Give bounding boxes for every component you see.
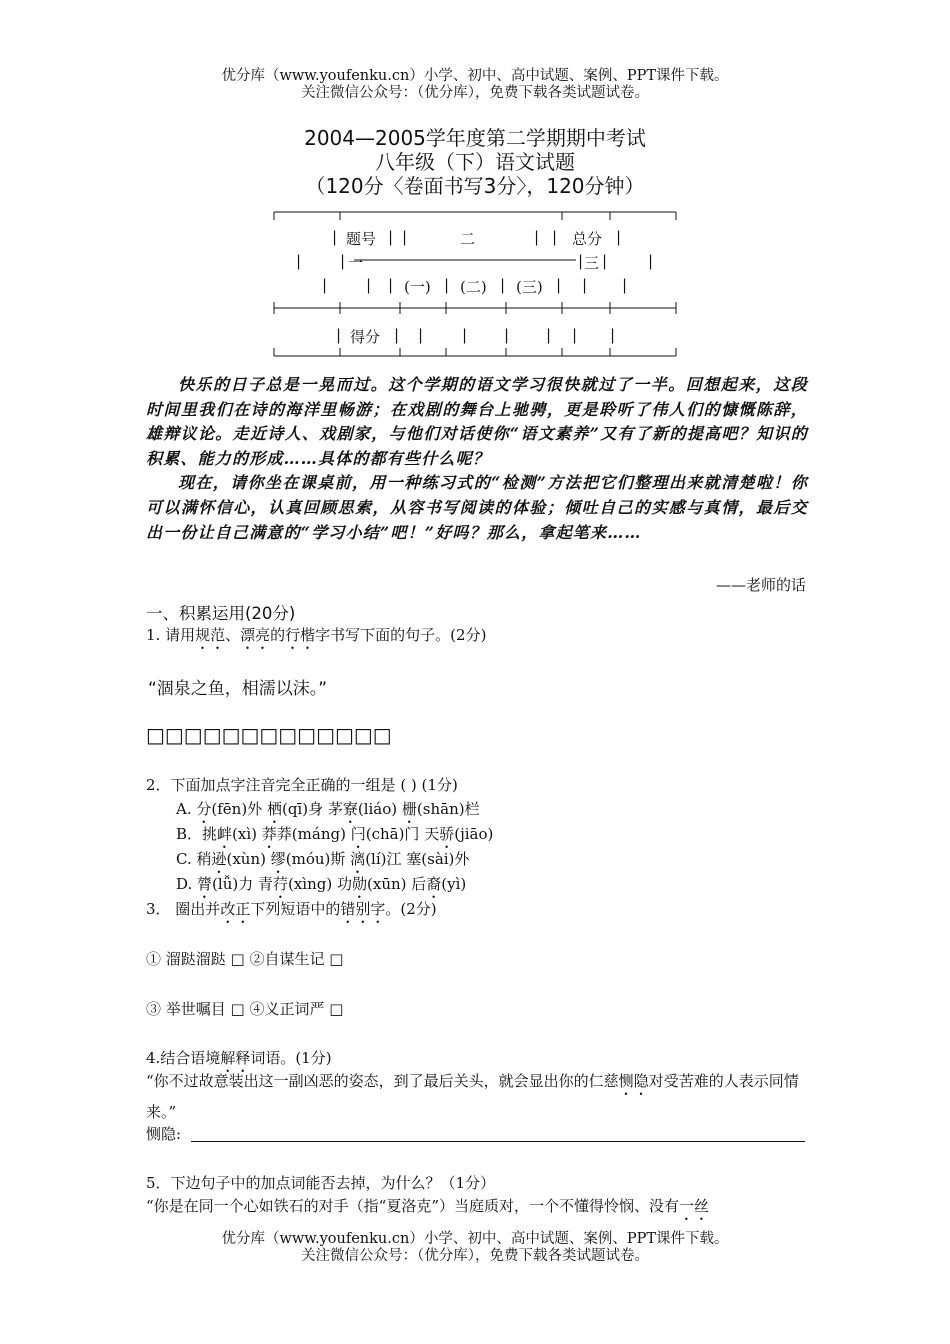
title-line-2: 八年级（下）语文试题 — [375, 150, 575, 174]
question-2: 2．下面加点字注音完全正确的一组是 ( ) (1分) — [146, 776, 458, 794]
q2-option-b: B．挑衅(xì) 莽莽(máng) 闩(chā)门 天骄(jiāo) — [176, 825, 494, 843]
header-line-2: 关注微信公众号：（优分库），免费下载各类试题试卷。 — [301, 85, 649, 101]
q3-items-row-1: ① 溜跶溜跶 □ ②自谋生记 □ — [146, 950, 344, 968]
q5-passage: “你是在同一个心如铁石的对手（指“夏洛克”）当庭质对，一个不懂得怜悯、没有一丝 — [146, 1197, 710, 1215]
score-col-total: 总分 — [572, 230, 603, 248]
question-3: 3． 圈出并改正下列短语中的错别字。(2分) — [146, 900, 437, 918]
page-header — [0, 68, 950, 102]
score-col-3: 三 — [584, 254, 600, 272]
q1-sentence: “涸泉之鱼，相濡以沫。” — [148, 679, 328, 699]
question-5: 5．下边句子中的加点词能否去掉，为什么？（1分） — [146, 1174, 496, 1192]
title-line-3: （120分〈卷面书写3分〉，120分钟） — [305, 174, 645, 198]
score-col-2: 二 — [460, 230, 476, 248]
q4-passage: “你不过故意装出这一副凶恶的姿态，到了最后关头，就会显出你的仁慈恻隐对受苦难的人表示同情来。” — [146, 1072, 799, 1121]
q2-option-c: C. 稍逊(xùn) 缪(móu)斯 漓(lí)江 塞(sài)外 — [176, 850, 470, 868]
q2-option-d: D. 膂(lǚ)力 青荇(xìng) 功勋(xūn) 后裔(yì) — [176, 875, 467, 893]
question-4: 4.结合语境解释词语。(1分) — [146, 1049, 332, 1067]
section-heading: 一、积累运用(20分) — [146, 604, 296, 623]
footer-line-2: 关注微信公众号：（优分库），免费下载各类试题试卷。 — [301, 1248, 649, 1264]
q2-option-a: A. 分(fēn)外 栖(qī)身 茅寮(liáo) 栅(shān)栏 — [176, 800, 480, 818]
q3-items-row-2: ③ 举世嘱目 □ ④义正词严 □ — [146, 1000, 344, 1018]
q1-writing-boxes: □□□□□□□□□□□□□ — [146, 723, 392, 747]
teacher-intro — [146, 373, 808, 545]
intro-paragraph-2: 现在，请你坐在课桌前，用一种练习式的“检测”方法把它们整理出来就清楚啦！你可以满怀信心，认真回顾思索，从容书写阅读的体验；倾吐自己的实感与真情，最后交出一份让自己满意的“学习小结”吧！”好吗？那么，拿起笔来…… — [146, 473, 808, 542]
question-1: 1. 请用规范、漂亮的行楷字书写下面的句子。(2分) — [146, 626, 487, 644]
intro-signature: ——老师的话 — [715, 576, 806, 594]
intro-paragraph-1: 快乐的日子总是一晃而过。这个学期的语文学习很快就过了一半。回想起来，这段时间里我们在诗的海洋里畅游；在戏剧的舞台上驰骋，更是聆听了伟人们的慷慨陈辞，雄辩议论。走近诗人、戏剧家，与他们对话使你“语文素养”又有了新的提高吧？知识的积累、能力的形成……具体的都有些什么呢？ — [146, 375, 808, 468]
score-col-1: 一 — [348, 254, 364, 272]
footer-line-1: 优分库（www.youfenku.cn）小学、初中、高中试题、案例、PPT课件下载。 — [221, 1231, 729, 1247]
score-sub-2: (二) — [460, 278, 487, 296]
score-table: | 题号 | | 二 | | 总分 | | | 一 | 三 | | | | | (一) | (二) | (三) | | | | 得分 | | | | | | | — [270, 204, 680, 366]
exam-title — [0, 126, 950, 198]
score-sub-3: (三) — [516, 278, 543, 296]
score-col-title: 题号 — [346, 230, 377, 248]
title-line-1: 2004—2005学年度第二学期期中考试 — [304, 126, 646, 150]
page-footer — [0, 1231, 950, 1265]
q4-answer-label: 恻隐: — [146, 1125, 182, 1143]
q4-answer-line[interactable] — [191, 1141, 805, 1142]
score-row-label: 得分 — [350, 328, 381, 346]
header-line-1: 优分库（www.youfenku.cn）小学、初中、高中试题、案例、PPT课件下载。 — [221, 68, 729, 84]
score-sub-1: (一) — [404, 278, 431, 296]
